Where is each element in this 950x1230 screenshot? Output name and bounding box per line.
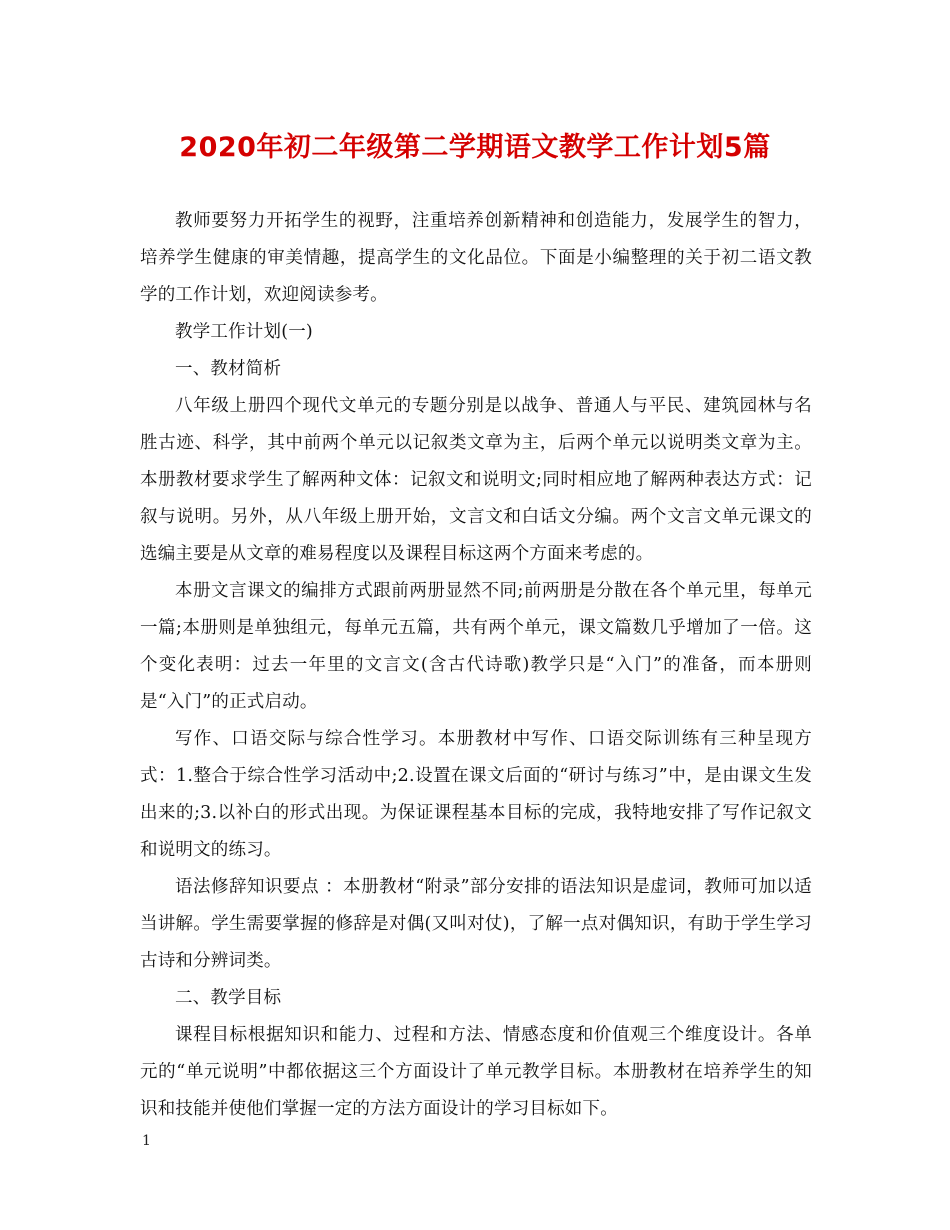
paragraph-grammar-rhetoric: 语法修辞知识要点 ：本册教材“附录”部分安排的语法知识是虚词，教师可加以适当讲解。学生需要掌握的修辞是对偶(又叫对仗)，了解一点对偶知识，有助于学生学习古诗和分辨词类。 <box>140 877 812 971</box>
paragraph-modern-units: 八年级上册四个现代文单元的专题分别是以战争、普通人与平民、建筑园林与名胜古迹、科学，其中前两个单元以记叙类文章为主，后两个单元以说明类文章为主。本册教材要求学生了解两种文体：记叙文和说明文;同时相应地了解两种表达方式：记叙与说明。另外，从八年级上册开始，文言文和白话文分编。两个文言文单元课文的选编主要是从文章的难易程度以及课程目标这两个方面来考虑的。 <box>140 396 812 564</box>
section-heading-plan-one: 教学工作计划(一) <box>175 322 313 342</box>
document-title: 2020年初二年级第二学期语文教学工作计划5篇 <box>179 132 771 163</box>
page-number: 1 <box>142 1133 151 1149</box>
section-heading-teaching-goals: 二、教学目标 <box>175 988 282 1008</box>
paragraph-course-goals: 课程目标根据知识和能力、过程和方法、情感态度和价值观三个维度设计。各单元的“单元说明”中都依据这三个方面设计了单元教学目标。本册教材在培养学生的知识和技能并使他们掌握一定的方法方面设计的学习目标如下。 <box>140 1025 812 1119</box>
section-heading-textbook-analysis: 一、教材简析 <box>175 359 282 379</box>
document-body <box>140 203 812 1128</box>
paragraph-writing-oral: 写作、口语交际与综合性学习。本册教材中写作、口语交际训练有三种呈现方式：1.整合于综合性学习活动中;2.设置在课文后面的“研讨与练习”中，是由课文生发出来的;3.以补白的形式出现。为保证课程基本目标的完成，我特地安排了写作记叙文和说明文的练习。 <box>140 729 812 860</box>
paragraph-intro: 教师要努力开拓学生的视野，注重培养创新精神和创造能力，发展学生的智力，培养学生健康的审美情趣，提高学生的文化品位。下面是小编整理的关于初二语文教学的工作计划，欢迎阅读参考。 <box>140 211 812 305</box>
paragraph-classical-chinese: 本册文言课文的编排方式跟前两册显然不同;前两册是分散在各个单元里，每单元一篇;本册则是单独组元，每单元五篇，共有两个单元，课文篇数几乎增加了一倍。这个变化表明：过去一年里的文言文(含古代诗歌)教学只是“入门”的准备，而本册则是“入门”的正式启动。 <box>140 581 812 712</box>
